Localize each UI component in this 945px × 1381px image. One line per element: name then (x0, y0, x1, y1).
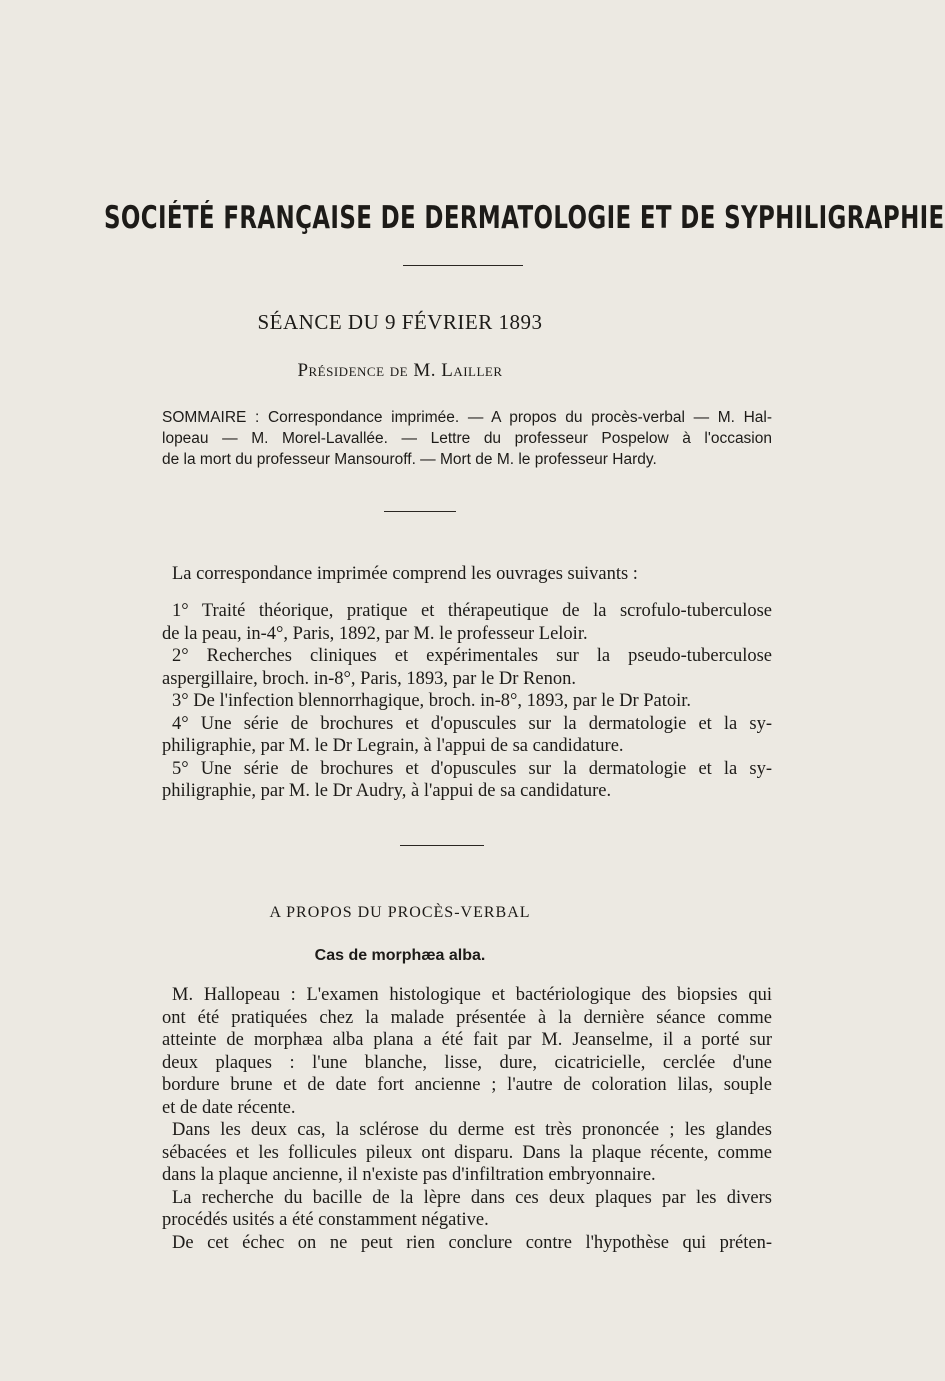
paragraph-line: bordure brune et de date fort ancienne ; l'autre de coloration lilas, souple (162, 1075, 772, 1095)
correspondance-section (162, 563, 772, 586)
sommaire-line: SOMMAIRE : Correspondance imprimée. — A propos du procès-verbal — M. Hal- (162, 409, 772, 426)
list-line: philigraphie, par M. le Dr Audry, à l'appui de sa candidature. (162, 781, 612, 801)
paragraph-line: deux plaques : l'une blanche, lisse, dure, cicatricielle, cerclée d'une (162, 1052, 772, 1073)
list-line: de la peau, in-4°, Paris, 1892, par M. le professeur Leloir. (162, 623, 588, 644)
paragraph-line: De cet échec on ne peut rien conclure contre l'hypothèse qui préten- (172, 1232, 772, 1253)
divider-rule (384, 511, 456, 512)
sommaire-block (162, 407, 772, 470)
sommaire-line: lopeau — M. Morel-Lavallée. — Lettre du professeur Pospelow à l'occasion (162, 430, 772, 447)
paragraph-line: La recherche du bacille de la lèpre dans ces deux plaques par les divers (172, 1187, 772, 1208)
paragraph-line: sébacées et les follicules pileux ont disparu. Dans la plaque récente, comme (162, 1142, 772, 1163)
paragraph-line: atteinte de morphæa alba plana a été fait par M. Jeanselme, il a porté sur (162, 1030, 772, 1050)
presidence-heading: Présidence de M. Lailler (297, 360, 503, 381)
correspondance-list (162, 600, 772, 803)
seance-heading: SÉANCE DU 9 FÉVRIER 1893 (257, 310, 543, 334)
list-line: 4° Une série de brochures et d'opuscules sur la dermatologie et la sy- (172, 713, 772, 734)
section-subtitle: Cas de morphæa alba. (314, 947, 486, 964)
list-line: 2° Recherches cliniques et expérimentales sur la pseudo-tuberculose (172, 646, 772, 666)
list-line: 3° De l'infection blennorrhagique, broch. in-8°, 1893, par le Dr Patoir. (172, 691, 692, 711)
correspondance-intro: La correspondance imprimée comprend les ouvrages suivants : (172, 564, 638, 584)
paragraph-line: et de date récente. (162, 1097, 296, 1118)
sommaire-line: de la mort du professeur Mansouroff. — Mort de M. le professeur Hardy. (162, 451, 657, 468)
list-line: 1° Traité théorique, pratique et thérapeutique de la scrofulo-tuberculose (172, 601, 772, 621)
section-title: A PROPOS DU PROCÈS-VERBAL (269, 904, 531, 921)
list-line: aspergillaire, broch. in-8°, Paris, 1893, par le Dr Renon. (162, 668, 576, 689)
paragraph-line: ont été pratiquées chez la malade présentée à la dernière séance comme (162, 1007, 772, 1028)
paragraph-line: Dans les deux cas, la sclérose du derme est très prononcée ; les glandes (172, 1120, 772, 1140)
proces-verbal-text (162, 984, 772, 1254)
society-heading: SOCIÉTÉ FRANÇAISE DE DERMATOLOGIE ET DE SYPHILIGRAPHIE (104, 200, 945, 236)
list-line: philigraphie, par M. le Dr Legrain, à l'appui de sa candidature. (162, 736, 624, 756)
paragraph-line: dans la plaque ancienne, il n'existe pas d'infiltration embryonnaire. (162, 1165, 656, 1185)
list-line: 5° Une série de brochures et d'opuscules sur la dermatologie et la sy- (172, 758, 772, 779)
paragraph-line: M. Hallopeau : L'examen histologique et bactériologique des biopsies qui (172, 985, 772, 1005)
divider-rule (403, 265, 523, 266)
divider-rule (400, 845, 484, 846)
paragraph-line: procédés usités a été constamment négative. (162, 1210, 489, 1230)
